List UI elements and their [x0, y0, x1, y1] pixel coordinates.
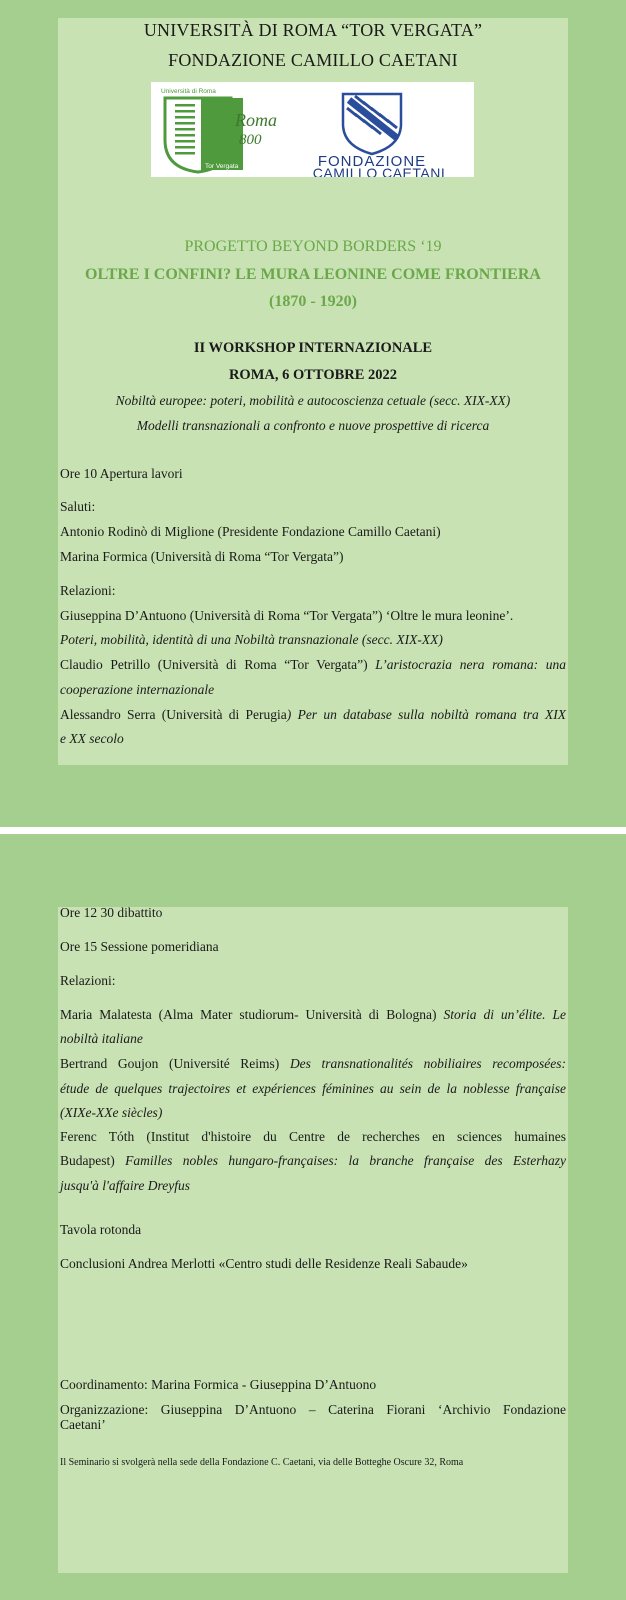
talk-line	[60, 1153, 566, 1169]
debate-time: Ore 12 30 dibattito	[60, 905, 163, 920]
page-two-panel	[58, 907, 568, 1573]
talk-title: nobiltà italiane	[60, 1031, 143, 1046]
talk-title: e XX secolo	[60, 731, 124, 746]
foundation-heading: FONDAZIONE CAMILLO CAETANI	[168, 50, 458, 70]
coordination: Coordinamento: Marina Formica - Giuseppina D’Antuono	[60, 1377, 377, 1392]
project-title: PROGETTO BEYOND BORDERS ‘19	[184, 238, 442, 255]
venue-note: Il Seminario si svolgerà nella sede della Fondazione C. Caetani, via delle Botteghe Oscure 32, Roma	[60, 1457, 464, 1468]
afternoon-session: Ore 15 Sessione pomeridiana	[60, 939, 219, 954]
university-heading: UNIVERSITÀ DI ROMA “TOR VERGATA”	[143, 20, 483, 40]
page-divider	[0, 827, 626, 834]
greeting-item: Marina Formica (Università di Roma “Tor Vergata”)	[60, 549, 344, 564]
talk-title: jusqu'à l'affaire Dreyfus	[60, 1178, 191, 1193]
talk-title: ) Per un database sulla nobiltà romana tra XIX	[286, 707, 566, 722]
talk-title: Storia di un’élite. Le	[443, 1007, 567, 1022]
workshop-title: II WORKSHOP INTERNAZIONALE	[193, 340, 433, 356]
talk-line: Ferenc Tóth (Institut d'histoire du Centre de recherches en sciences humaines	[60, 1129, 566, 1144]
workshop-subtitle-2: Modelli transnazionali a confronto e nuove prospettive di ricerca	[136, 418, 490, 433]
talk-line	[60, 1007, 566, 1023]
tor-vergata-logo-number: 800	[239, 132, 262, 148]
talk-speaker: Claudio Petrillo (Università di Roma “Tor Vergata”)	[60, 657, 368, 672]
talk-title: étude de quelques trajectoires et expériences féminines au sein de la noblesse française	[60, 1081, 566, 1096]
talk-title: (XIXe-XXe siècles)	[60, 1105, 163, 1120]
caetani-logo-line2: CAMILLO CAETANI	[312, 165, 446, 177]
logos-svg	[151, 82, 474, 177]
talk-speaker: Bertrand Goujon (Université Reims)	[60, 1056, 280, 1071]
talk-speaker: Alessandro Serra (Università di Perugia	[60, 707, 287, 722]
logos-banner	[151, 82, 474, 177]
project-years: (1870 - 1920)	[269, 293, 357, 310]
talk-title: Des transnationalités nobiliaires recomposées:	[289, 1056, 567, 1071]
talk-line	[60, 1056, 566, 1072]
organization: Caetani’	[60, 1417, 106, 1432]
talk-speaker: Budapest)	[60, 1153, 115, 1168]
greetings-label: Saluti:	[60, 499, 96, 514]
caetani-logo-line1: FONDAZIONE	[317, 153, 427, 170]
tor-vergata-logo-roma: Roma	[235, 110, 277, 130]
tor-vergata-logo-top-text: Università di Roma	[161, 88, 216, 95]
talk-title: Familles nobles hungaro-françaises: la branche française des Esterhazy	[125, 1153, 566, 1168]
page-one-panel	[58, 18, 568, 765]
talk-speaker: Maria Malatesta (Alma Mater studiorum- Università di Bologna)	[60, 1007, 437, 1022]
conclusions: Conclusioni Andrea Merlotti «Centro studi delle Residenze Reali Sabaude»	[60, 1256, 468, 1271]
talk-line	[60, 707, 566, 723]
talk-line	[60, 657, 566, 673]
tor-vergata-logo	[161, 88, 277, 172]
caetani-logo	[313, 94, 446, 177]
project-subtitle: OLTRE I CONFINI? LE MURA LEONINE COME FRONTIERA	[85, 266, 541, 283]
workshop-date: ROMA, 6 OTTOBRE 2022	[228, 367, 398, 383]
round-table: Tavola rotonda	[60, 1222, 142, 1237]
opening-time: Ore 10 Apertura lavori	[60, 466, 183, 481]
relazioni-label: Relazioni:	[60, 583, 116, 598]
organization: Organizzazione: Giuseppina D’Antuono – Caterina Fiorani ‘Archivio Fondazione	[60, 1402, 566, 1417]
talk-title: Poteri, mobilità, identità di una Nobiltà transnazionale (secc. XIX-XX)	[60, 632, 443, 647]
talk-line: Giuseppina D’Antuono (Università di Roma “Tor Vergata”) ‘Oltre le mura leonine’.	[60, 608, 514, 623]
talk-title: L’aristocrazia nera romana: una	[375, 657, 566, 672]
greeting-item: Antonio Rodinò di Miglione (Presidente Fondazione Camillo Caetani)	[60, 524, 441, 539]
tor-vergata-logo-bottom-text: Tor Vergata	[205, 163, 239, 170]
relazioni-label: Relazioni:	[60, 973, 116, 988]
talk-title: cooperazione internazionale	[60, 682, 215, 697]
workshop-subtitle-1: Nobiltà europee: poteri, mobilità e autocoscienza cetuale (secc. XIX-XX)	[115, 393, 511, 408]
